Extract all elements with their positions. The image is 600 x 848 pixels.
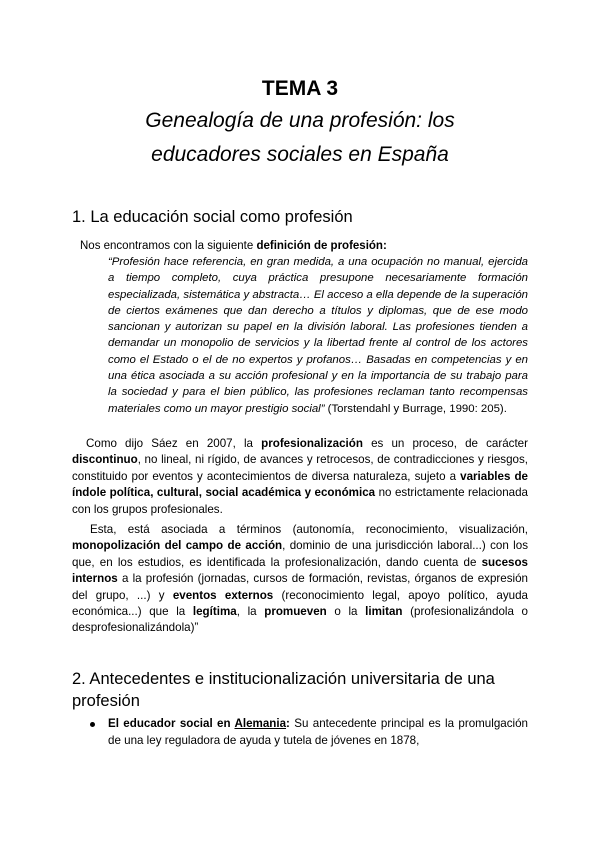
p2-text-6: o la — [326, 605, 366, 619]
p2-bold-4: legítima — [192, 605, 237, 619]
bullet-text: Su antecedente principal es la promulgación de una ley reguladora de ayuda y tutela de jóvenes en 1878, — [108, 717, 528, 747]
definition-intro-bold: definición de profesión: — [256, 240, 387, 252]
p2-bold-1: monopolización del campo de acción — [72, 539, 283, 553]
p2-text-5: , la — [236, 605, 265, 619]
definition-intro — [80, 238, 540, 254]
document-title-line-1: Genealogía de una profesión: los — [145, 109, 455, 132]
bullet-bold-prefix: El educador social en — [108, 717, 235, 730]
p1-text-4: no estrictamente relacionada con los grupos profesionales. — [72, 486, 528, 516]
p2-text-2: , dominio de una jurisdicción laboral...) con los que, en los estudios, es identificada la profesionalización, dando cuenta de — [72, 539, 528, 569]
p2-bold-3: eventos externos — [172, 588, 274, 602]
p1-text-1: Como dijo Sáez en 2007, la — [86, 437, 262, 450]
definition-quote — [108, 254, 528, 417]
p1-text-3: , no lineal, ni rígido, de avances y retrocesos, de contradicciones y riesgos, constituido por eventos y acontecimientos de diversa naturaleza, sujeto a — [72, 453, 528, 483]
p2-text-3: a la profesión (jornadas, cursos de formación, revistas, órganos de expresión del grupo, ...) y — [72, 572, 528, 602]
p2-text-7: (profesionalizándola o desprofesionalizándola)” — [72, 605, 529, 635]
section-2-heading: 2. Antecedentes e institucionalización universitaria de una profesión — [72, 670, 495, 710]
p1-bold-2: discontinuo — [72, 453, 138, 467]
p2-bold-5: promueven — [264, 605, 327, 619]
bullet-bold-underlined: Alemania — [234, 717, 287, 730]
p2-bold-6: limitan — [365, 605, 403, 619]
quote-text: “Profesión hace referencia, en gran medida, a una ocupación no manual, ejercida a tiempo completo, cuya práctica presupone necesariamente formación especializada, sistemática y abstracta… El acceso a ella depende de la superación de ciertos exámenes que dan derecho a títulos y diplomas, que de ese modo sancionan y autorizan su papel en la división laboral. Las profesiones tienden a demandar un monopolio de servicios y la libertad frente al control de los actores como el Estado o el de no expertos y profanos… Basadas en competencias y en una ética asociada a su acción profesional y en la importancia de su trabajo para la sociedad y para el bien público, las profesiones reclaman tanto recompensas materiales como un mayor prestigio social” — [108, 256, 528, 415]
paragraph-terminos — [72, 522, 528, 637]
bullet-bold-suffix: : — [286, 717, 290, 730]
p2-text-4: (reconocimiento legal, apoyo político, ayuda económica...) que la — [72, 588, 528, 619]
paragraph-profesionalizacion — [72, 436, 528, 518]
p1-bold-3: variables de índole política, cultural, social académica y económica — [72, 469, 529, 500]
bullet-icon — [90, 722, 95, 727]
document-title-line-2: educadores sociales en España — [151, 143, 449, 166]
p2-text-1: Esta, está asociada a términos (autonomía, reconocimiento, visualización, — [90, 523, 528, 536]
section-1-heading: 1. La educación social como profesión — [72, 208, 353, 226]
definition-intro-text: Nos encontramos con la siguiente — [80, 240, 257, 252]
section-2-bullet-list — [90, 716, 528, 749]
list-item — [90, 716, 528, 749]
p1-bold-1: profesionalización — [261, 437, 363, 450]
p2-bold-2: sucesos internos — [72, 555, 528, 586]
quote-citation: (Torstendahl y Burrage, 1990: 205). — [324, 402, 507, 415]
tema-label: TEMA 3 — [261, 77, 339, 100]
p1-text-2: es un proceso, de carácter — [362, 437, 528, 450]
